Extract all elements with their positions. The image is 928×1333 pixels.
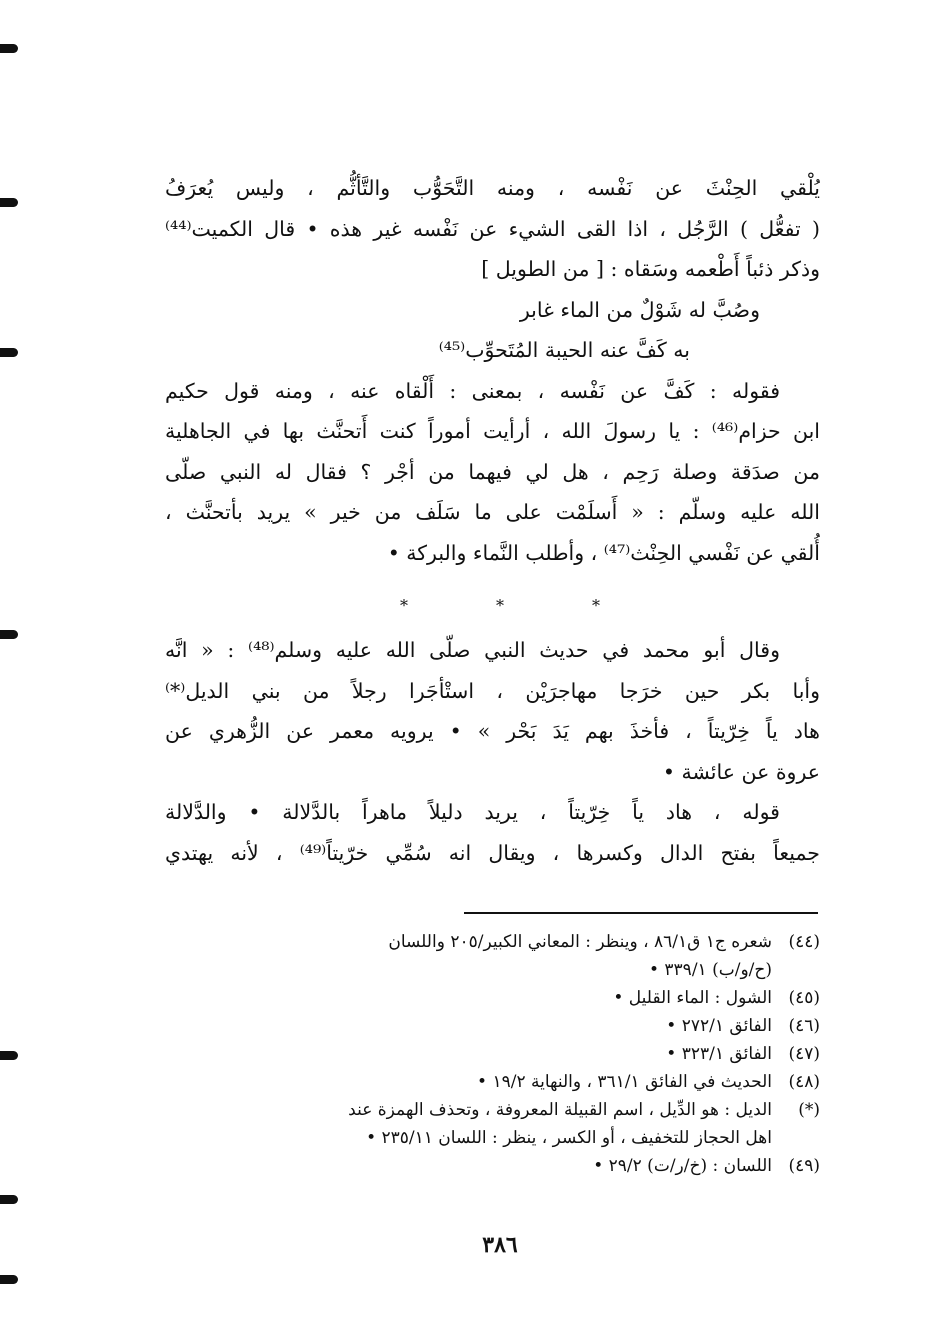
footnote [165,1152,820,1180]
separator-star: * [592,596,600,615]
text-line: وقال أبو محمد في حديث النبي صلّى الله عليه وسلم⁽⁴⁸⁾ : « انَّه [165,638,780,662]
footnote-number: (٤٤) [788,932,820,952]
footnote-number: (٤٩) [788,1156,820,1176]
text-line: قوله ، هاد ياً خِرّيتاً ، يريد دليلاً ماهراً بالدَّلالة • والدَّلالة [165,800,780,824]
section-separator [400,596,600,615]
text-line: ابن حزام⁽⁴⁶⁾ : يا رسولَ الله ، أرأيت أموراً كنت أَتحنَّث بها في الجاهلية [165,419,820,443]
footnotes [165,928,820,1180]
footnote-number: (٤٦) [788,1016,820,1036]
text-line: أُلقي عن نَفْسي الحِنْث⁽⁴⁷⁾ ، وأطلب النَّماء والبركة • [387,540,820,565]
separator-star: * [400,596,408,615]
footnote-text-cont: اهل الحجاز للتخفيف ، أو الكسر ، ينظر : اللسان ٢٣٥/١١ • [366,1128,772,1148]
footnote-text-cont: (ح/و/ب) ٣٣٩/١ • [648,960,772,980]
binding-mark [0,348,18,357]
footnote-text: الفائق ٢٧٢/١ • [666,1016,772,1036]
binding-mark [0,198,18,207]
binding-mark [0,1051,18,1060]
verse-line: وصُبَّ له شَوْلٌ من الماء غابر [519,297,760,322]
text-line: هاد ياً خِرّيتاً ، فأخذَ بهم يَدَ بَحْر » • يرويه معمر عن الزُّهري عن [165,719,820,743]
footnote [165,928,820,984]
footnote-text: الشول : الماء القليل • [613,988,772,1008]
separator-star: * [496,596,504,615]
footnote-text: اللسان : (خ/ر/ت) ٢٩/٢ • [593,1156,772,1176]
text-line: ( تفعُّل ) الرَّجُل ، اذا القى الشيء عن نَفْسه غير هذه • قال الكميت⁽⁴⁴⁾ [165,216,820,241]
footnote-rule [464,912,818,914]
binding-mark [0,1275,18,1284]
footnote-text: الحديث في الفائق ٣٦١/١ ، والنهاية ١٩/٢ • [477,1072,772,1092]
text-line: جميعاً بفتح الدال وكسرها ، ويقال انه سُمِّي خرّيتاً⁽⁴⁹⁾ ، لأنه يهتدي [165,840,820,865]
footnote-number: (٤٥) [788,988,820,1008]
binding-mark [0,630,18,639]
footnote [165,1068,820,1096]
footnote [165,1012,820,1040]
footnote-number: (٤٨) [788,1072,820,1092]
text-line: من صدَقة وصلة رَحِم ، هل لي فيهما من أجْر ؟ فقال له النبي صلّى [165,459,820,484]
binding-mark [0,1195,18,1204]
footnote-text: الديل : هو الدِّيل ، اسم القبيلة المعروفة ، وتحذف الهمزة عند [348,1100,772,1120]
footnote [165,1096,820,1152]
text-line: وذكر ذئباً أَطْعمه وسَقاه : [ من الطويل ] [481,257,820,281]
footnote-text: الفائق ٣٢٣/١ • [666,1044,772,1064]
text-line: فقوله : كَفَّ عن نَفْسه ، بمعنى : أَلْقاه عنه ، ومنه قول حكيم [165,378,780,403]
footnote-text: شعره ج١ ق٨٦/١ ، وينظر : المعاني الكبير/٢٠٥ واللسان [388,932,772,952]
verse-line: به كَفَّ عنه الحيبة المُتَحوِّب⁽⁴⁵⁾ [438,338,690,362]
footnote [165,984,820,1012]
footnote-number: (*) [798,1100,820,1120]
text-line: يُلْقي الحِنْثَ عن نَفْسه ، ومنه التَّحَوُّب والتَّأثُّم ، وليس يُعرَفُ [165,176,820,200]
binding-mark [0,44,18,53]
footnote-number: (٤٧) [788,1044,820,1064]
main-text [165,168,820,873]
text-line: وأبا بكر حين خرَجا مهاجرَيْن ، استْأجَرا رجلاً من بني الديل⁽*⁾ [165,678,820,703]
text-line: عروة عن عائشة • [662,759,820,784]
page-number: ٣٨٦ [482,1232,518,1258]
text-line: الله عليه وسلّم : « أَسلَمْت على ما سَلَف من خير » يريد بأتحنَّث ، [165,500,820,524]
footnote [165,1040,820,1068]
